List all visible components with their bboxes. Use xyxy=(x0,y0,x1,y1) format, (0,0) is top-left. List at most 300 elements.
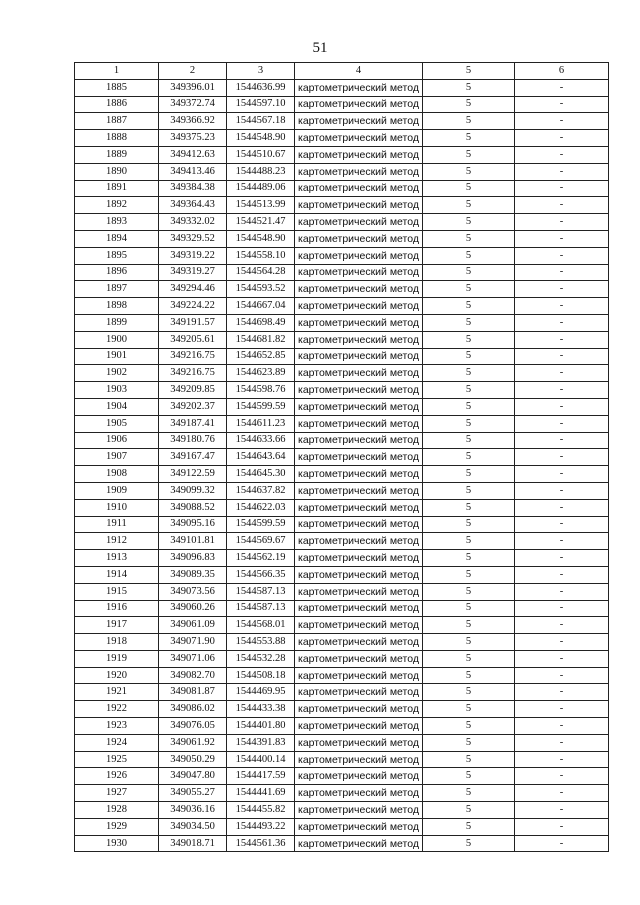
accuracy-cell: 5 xyxy=(423,482,515,499)
method-cell: картометрический метод xyxy=(295,96,423,113)
accuracy-cell: 5 xyxy=(423,751,515,768)
point-number-cell: 1898 xyxy=(75,298,159,315)
note-cell: - xyxy=(515,230,609,247)
table-row xyxy=(75,197,609,214)
note-cell: - xyxy=(515,734,609,751)
accuracy-cell: 5 xyxy=(423,667,515,684)
accuracy-cell: 5 xyxy=(423,566,515,583)
y-coordinate-cell: 1544598.76 xyxy=(227,382,295,399)
accuracy-cell: 5 xyxy=(423,617,515,634)
table-row xyxy=(75,734,609,751)
method-cell: картометрический метод xyxy=(295,432,423,449)
method-cell: картометрический метод xyxy=(295,550,423,567)
x-coordinate-cell: 349332.02 xyxy=(159,214,227,231)
table-row xyxy=(75,398,609,415)
note-cell: - xyxy=(515,835,609,852)
y-coordinate-cell: 1544400.14 xyxy=(227,751,295,768)
accuracy-cell: 5 xyxy=(423,331,515,348)
point-number-cell: 1887 xyxy=(75,113,159,130)
y-coordinate-cell: 1544587.13 xyxy=(227,600,295,617)
accuracy-cell: 5 xyxy=(423,146,515,163)
x-coordinate-cell: 349191.57 xyxy=(159,314,227,331)
point-number-cell: 1920 xyxy=(75,667,159,684)
note-cell: - xyxy=(515,197,609,214)
y-coordinate-cell: 1544568.01 xyxy=(227,617,295,634)
point-number-cell: 1886 xyxy=(75,96,159,113)
method-cell: картометрический метод xyxy=(295,600,423,617)
point-number-cell: 1916 xyxy=(75,600,159,617)
x-coordinate-cell: 349396.01 xyxy=(159,79,227,96)
table-row xyxy=(75,163,609,180)
method-cell: картометрический метод xyxy=(295,130,423,147)
y-coordinate-cell: 1544636.99 xyxy=(227,79,295,96)
y-coordinate-cell: 1544652.85 xyxy=(227,348,295,365)
note-cell: - xyxy=(515,146,609,163)
y-coordinate-cell: 1544681.82 xyxy=(227,331,295,348)
y-coordinate-cell: 1544441.69 xyxy=(227,785,295,802)
x-coordinate-cell: 349187.41 xyxy=(159,415,227,432)
table-row xyxy=(75,449,609,466)
note-cell: - xyxy=(515,163,609,180)
accuracy-cell: 5 xyxy=(423,180,515,197)
method-cell: картометрический метод xyxy=(295,718,423,735)
x-coordinate-cell: 349366.92 xyxy=(159,113,227,130)
x-coordinate-cell: 349319.27 xyxy=(159,264,227,281)
table-row xyxy=(75,348,609,365)
accuracy-cell: 5 xyxy=(423,499,515,516)
y-coordinate-cell: 1544532.28 xyxy=(227,650,295,667)
note-cell: - xyxy=(515,314,609,331)
point-number-cell: 1905 xyxy=(75,415,159,432)
note-cell: - xyxy=(515,583,609,600)
x-coordinate-cell: 349413.46 xyxy=(159,163,227,180)
table-row xyxy=(75,802,609,819)
table-row xyxy=(75,113,609,130)
header-col-6: 6 xyxy=(515,63,609,80)
method-cell: картометрический метод xyxy=(295,818,423,835)
note-cell: - xyxy=(515,751,609,768)
accuracy-cell: 5 xyxy=(423,550,515,567)
method-cell: картометрический метод xyxy=(295,348,423,365)
accuracy-cell: 5 xyxy=(423,365,515,382)
x-coordinate-cell: 349205.61 xyxy=(159,331,227,348)
point-number-cell: 1914 xyxy=(75,566,159,583)
table-row xyxy=(75,550,609,567)
note-cell: - xyxy=(515,482,609,499)
accuracy-cell: 5 xyxy=(423,415,515,432)
x-coordinate-cell: 349202.37 xyxy=(159,398,227,415)
note-cell: - xyxy=(515,684,609,701)
header-col-5: 5 xyxy=(423,63,515,80)
table-row xyxy=(75,533,609,550)
point-number-cell: 1925 xyxy=(75,751,159,768)
y-coordinate-cell: 1544593.52 xyxy=(227,281,295,298)
y-coordinate-cell: 1544401.80 xyxy=(227,718,295,735)
coordinates-table xyxy=(74,62,609,852)
point-number-cell: 1923 xyxy=(75,718,159,735)
method-cell: картометрический метод xyxy=(295,281,423,298)
table-row xyxy=(75,482,609,499)
point-number-cell: 1885 xyxy=(75,79,159,96)
accuracy-cell: 5 xyxy=(423,264,515,281)
note-cell: - xyxy=(515,701,609,718)
point-number-cell: 1900 xyxy=(75,331,159,348)
point-number-cell: 1906 xyxy=(75,432,159,449)
note-cell: - xyxy=(515,650,609,667)
accuracy-cell: 5 xyxy=(423,348,515,365)
y-coordinate-cell: 1544564.28 xyxy=(227,264,295,281)
method-cell: картометрический метод xyxy=(295,163,423,180)
point-number-cell: 1903 xyxy=(75,382,159,399)
table-row xyxy=(75,146,609,163)
accuracy-cell: 5 xyxy=(423,734,515,751)
x-coordinate-cell: 349071.06 xyxy=(159,650,227,667)
point-number-cell: 1929 xyxy=(75,818,159,835)
point-number-cell: 1921 xyxy=(75,684,159,701)
note-cell: - xyxy=(515,398,609,415)
page-number: 51 xyxy=(312,40,328,56)
accuracy-cell: 5 xyxy=(423,701,515,718)
method-cell: картометрический метод xyxy=(295,331,423,348)
table-row xyxy=(75,718,609,735)
method-cell: картометрический метод xyxy=(295,298,423,315)
note-cell: - xyxy=(515,449,609,466)
table-body xyxy=(75,79,609,852)
accuracy-cell: 5 xyxy=(423,785,515,802)
x-coordinate-cell: 349364.43 xyxy=(159,197,227,214)
note-cell: - xyxy=(515,566,609,583)
y-coordinate-cell: 1544622.03 xyxy=(227,499,295,516)
y-coordinate-cell: 1544455.82 xyxy=(227,802,295,819)
y-coordinate-cell: 1544493.22 xyxy=(227,818,295,835)
accuracy-cell: 5 xyxy=(423,432,515,449)
note-cell: - xyxy=(515,432,609,449)
y-coordinate-cell: 1544553.88 xyxy=(227,634,295,651)
method-cell: картометрический метод xyxy=(295,415,423,432)
method-cell: картометрический метод xyxy=(295,734,423,751)
point-number-cell: 1912 xyxy=(75,533,159,550)
note-cell: - xyxy=(515,264,609,281)
x-coordinate-cell: 349329.52 xyxy=(159,230,227,247)
point-number-cell: 1902 xyxy=(75,365,159,382)
y-coordinate-cell: 1544391.83 xyxy=(227,734,295,751)
header-col-4: 4 xyxy=(295,63,423,80)
y-coordinate-cell: 1544566.35 xyxy=(227,566,295,583)
accuracy-cell: 5 xyxy=(423,163,515,180)
note-cell: - xyxy=(515,667,609,684)
point-number-cell: 1895 xyxy=(75,247,159,264)
y-coordinate-cell: 1544433.38 xyxy=(227,701,295,718)
table-row xyxy=(75,667,609,684)
note-cell: - xyxy=(515,214,609,231)
point-number-cell: 1924 xyxy=(75,734,159,751)
method-cell: картометрический метод xyxy=(295,768,423,785)
table-row xyxy=(75,298,609,315)
table-row xyxy=(75,79,609,96)
accuracy-cell: 5 xyxy=(423,197,515,214)
point-number-cell: 1918 xyxy=(75,634,159,651)
y-coordinate-cell: 1544569.67 xyxy=(227,533,295,550)
table-row xyxy=(75,432,609,449)
table-row xyxy=(75,566,609,583)
table-row xyxy=(75,516,609,533)
x-coordinate-cell: 349082.70 xyxy=(159,667,227,684)
note-cell: - xyxy=(515,79,609,96)
y-coordinate-cell: 1544561.36 xyxy=(227,835,295,852)
point-number-cell: 1915 xyxy=(75,583,159,600)
method-cell: картометрический метод xyxy=(295,79,423,96)
point-number-cell: 1922 xyxy=(75,701,159,718)
accuracy-cell: 5 xyxy=(423,449,515,466)
table-row xyxy=(75,382,609,399)
table-row xyxy=(75,230,609,247)
method-cell: картометрический метод xyxy=(295,566,423,583)
x-coordinate-cell: 349089.35 xyxy=(159,566,227,583)
point-number-cell: 1904 xyxy=(75,398,159,415)
note-cell: - xyxy=(515,298,609,315)
y-coordinate-cell: 1544508.18 xyxy=(227,667,295,684)
table-row xyxy=(75,415,609,432)
accuracy-cell: 5 xyxy=(423,650,515,667)
note-cell: - xyxy=(515,331,609,348)
method-cell: картометрический метод xyxy=(295,449,423,466)
point-number-cell: 1888 xyxy=(75,130,159,147)
method-cell: картометрический метод xyxy=(295,113,423,130)
y-coordinate-cell: 1544667.04 xyxy=(227,298,295,315)
method-cell: картометрический метод xyxy=(295,751,423,768)
method-cell: картометрический метод xyxy=(295,314,423,331)
x-coordinate-cell: 349122.59 xyxy=(159,466,227,483)
note-cell: - xyxy=(515,130,609,147)
x-coordinate-cell: 349209.85 xyxy=(159,382,227,399)
x-coordinate-cell: 349216.75 xyxy=(159,348,227,365)
y-coordinate-cell: 1544633.66 xyxy=(227,432,295,449)
x-coordinate-cell: 349050.29 xyxy=(159,751,227,768)
accuracy-cell: 5 xyxy=(423,533,515,550)
x-coordinate-cell: 349018.71 xyxy=(159,835,227,852)
table-row xyxy=(75,247,609,264)
method-cell: картометрический метод xyxy=(295,482,423,499)
note-cell: - xyxy=(515,802,609,819)
y-coordinate-cell: 1544587.13 xyxy=(227,583,295,600)
y-coordinate-cell: 1544637.82 xyxy=(227,482,295,499)
note-cell: - xyxy=(515,180,609,197)
method-cell: картометрический метод xyxy=(295,499,423,516)
table-row xyxy=(75,264,609,281)
note-cell: - xyxy=(515,466,609,483)
method-cell: картометрический метод xyxy=(295,382,423,399)
accuracy-cell: 5 xyxy=(423,768,515,785)
table-row xyxy=(75,281,609,298)
table-row xyxy=(75,650,609,667)
point-number-cell: 1909 xyxy=(75,482,159,499)
x-coordinate-cell: 349047.80 xyxy=(159,768,227,785)
point-number-cell: 1896 xyxy=(75,264,159,281)
point-number-cell: 1890 xyxy=(75,163,159,180)
table-row xyxy=(75,499,609,516)
y-coordinate-cell: 1544567.18 xyxy=(227,113,295,130)
point-number-cell: 1901 xyxy=(75,348,159,365)
header-col-2: 2 xyxy=(159,63,227,80)
accuracy-cell: 5 xyxy=(423,382,515,399)
y-coordinate-cell: 1544417.59 xyxy=(227,768,295,785)
y-coordinate-cell: 1544510.67 xyxy=(227,146,295,163)
header-col-1: 1 xyxy=(75,63,159,80)
point-number-cell: 1917 xyxy=(75,617,159,634)
note-cell: - xyxy=(515,96,609,113)
method-cell: картометрический метод xyxy=(295,264,423,281)
y-coordinate-cell: 1544599.59 xyxy=(227,516,295,533)
point-number-cell: 1907 xyxy=(75,449,159,466)
y-coordinate-cell: 1544645.30 xyxy=(227,466,295,483)
note-cell: - xyxy=(515,768,609,785)
point-number-cell: 1899 xyxy=(75,314,159,331)
note-cell: - xyxy=(515,348,609,365)
method-cell: картометрический метод xyxy=(295,802,423,819)
accuracy-cell: 5 xyxy=(423,314,515,331)
y-coordinate-cell: 1544611.23 xyxy=(227,415,295,432)
method-cell: картометрический метод xyxy=(295,533,423,550)
x-coordinate-cell: 349099.32 xyxy=(159,482,227,499)
point-number-cell: 1930 xyxy=(75,835,159,852)
y-coordinate-cell: 1544643.64 xyxy=(227,449,295,466)
accuracy-cell: 5 xyxy=(423,600,515,617)
note-cell: - xyxy=(515,365,609,382)
x-coordinate-cell: 349224.22 xyxy=(159,298,227,315)
y-coordinate-cell: 1544698.49 xyxy=(227,314,295,331)
note-cell: - xyxy=(515,818,609,835)
accuracy-cell: 5 xyxy=(423,516,515,533)
y-coordinate-cell: 1544548.90 xyxy=(227,230,295,247)
method-cell: картометрический метод xyxy=(295,365,423,382)
y-coordinate-cell: 1544558.10 xyxy=(227,247,295,264)
table-row xyxy=(75,314,609,331)
method-cell: картометрический метод xyxy=(295,214,423,231)
method-cell: картометрический метод xyxy=(295,650,423,667)
point-number-cell: 1926 xyxy=(75,768,159,785)
header-col-3: 3 xyxy=(227,63,295,80)
note-cell: - xyxy=(515,499,609,516)
note-cell: - xyxy=(515,247,609,264)
x-coordinate-cell: 349061.92 xyxy=(159,734,227,751)
y-coordinate-cell: 1544599.59 xyxy=(227,398,295,415)
x-coordinate-cell: 349071.90 xyxy=(159,634,227,651)
accuracy-cell: 5 xyxy=(423,130,515,147)
table-row xyxy=(75,785,609,802)
table-row xyxy=(75,466,609,483)
method-cell: картометрический метод xyxy=(295,230,423,247)
y-coordinate-cell: 1544513.99 xyxy=(227,197,295,214)
method-cell: картометрический метод xyxy=(295,180,423,197)
table-row xyxy=(75,130,609,147)
note-cell: - xyxy=(515,634,609,651)
accuracy-cell: 5 xyxy=(423,802,515,819)
point-number-cell: 1911 xyxy=(75,516,159,533)
x-coordinate-cell: 349076.05 xyxy=(159,718,227,735)
note-cell: - xyxy=(515,533,609,550)
note-cell: - xyxy=(515,281,609,298)
point-number-cell: 1908 xyxy=(75,466,159,483)
accuracy-cell: 5 xyxy=(423,634,515,651)
point-number-cell: 1910 xyxy=(75,499,159,516)
point-number-cell: 1928 xyxy=(75,802,159,819)
method-cell: картометрический метод xyxy=(295,247,423,264)
y-coordinate-cell: 1544469.95 xyxy=(227,684,295,701)
x-coordinate-cell: 349180.76 xyxy=(159,432,227,449)
table-row xyxy=(75,331,609,348)
note-cell: - xyxy=(515,785,609,802)
accuracy-cell: 5 xyxy=(423,214,515,231)
y-coordinate-cell: 1544562.19 xyxy=(227,550,295,567)
x-coordinate-cell: 349060.26 xyxy=(159,600,227,617)
table-row xyxy=(75,180,609,197)
x-coordinate-cell: 349061.09 xyxy=(159,617,227,634)
method-cell: картометрический метод xyxy=(295,634,423,651)
point-number-cell: 1891 xyxy=(75,180,159,197)
note-cell: - xyxy=(515,382,609,399)
table-row xyxy=(75,583,609,600)
table-row xyxy=(75,684,609,701)
accuracy-cell: 5 xyxy=(423,96,515,113)
accuracy-cell: 5 xyxy=(423,818,515,835)
accuracy-cell: 5 xyxy=(423,298,515,315)
note-cell: - xyxy=(515,516,609,533)
method-cell: картометрический метод xyxy=(295,701,423,718)
y-coordinate-cell: 1544623.89 xyxy=(227,365,295,382)
point-number-cell: 1927 xyxy=(75,785,159,802)
table-row xyxy=(75,751,609,768)
x-coordinate-cell: 349372.74 xyxy=(159,96,227,113)
method-cell: картометрический метод xyxy=(295,684,423,701)
method-cell: картометрический метод xyxy=(295,516,423,533)
x-coordinate-cell: 349412.63 xyxy=(159,146,227,163)
x-coordinate-cell: 349216.75 xyxy=(159,365,227,382)
method-cell: картометрический метод xyxy=(295,398,423,415)
accuracy-cell: 5 xyxy=(423,583,515,600)
point-number-cell: 1889 xyxy=(75,146,159,163)
accuracy-cell: 5 xyxy=(423,835,515,852)
point-number-cell: 1892 xyxy=(75,197,159,214)
y-coordinate-cell: 1544488.23 xyxy=(227,163,295,180)
method-cell: картометрический метод xyxy=(295,835,423,852)
method-cell: картометрический метод xyxy=(295,785,423,802)
note-cell: - xyxy=(515,718,609,735)
x-coordinate-cell: 349086.02 xyxy=(159,701,227,718)
x-coordinate-cell: 349088.52 xyxy=(159,499,227,516)
accuracy-cell: 5 xyxy=(423,684,515,701)
x-coordinate-cell: 349101.81 xyxy=(159,533,227,550)
point-number-cell: 1897 xyxy=(75,281,159,298)
y-coordinate-cell: 1544521.47 xyxy=(227,214,295,231)
x-coordinate-cell: 349055.27 xyxy=(159,785,227,802)
accuracy-cell: 5 xyxy=(423,113,515,130)
table-row xyxy=(75,365,609,382)
table-row xyxy=(75,600,609,617)
x-coordinate-cell: 349036.16 xyxy=(159,802,227,819)
x-coordinate-cell: 349167.47 xyxy=(159,449,227,466)
table-row xyxy=(75,835,609,852)
point-number-cell: 1893 xyxy=(75,214,159,231)
point-number-cell: 1919 xyxy=(75,650,159,667)
x-coordinate-cell: 349096.83 xyxy=(159,550,227,567)
accuracy-cell: 5 xyxy=(423,247,515,264)
x-coordinate-cell: 349081.87 xyxy=(159,684,227,701)
x-coordinate-cell: 349095.16 xyxy=(159,516,227,533)
table-header-row xyxy=(75,63,609,80)
method-cell: картометрический метод xyxy=(295,617,423,634)
x-coordinate-cell: 349294.46 xyxy=(159,281,227,298)
x-coordinate-cell: 349375.23 xyxy=(159,130,227,147)
